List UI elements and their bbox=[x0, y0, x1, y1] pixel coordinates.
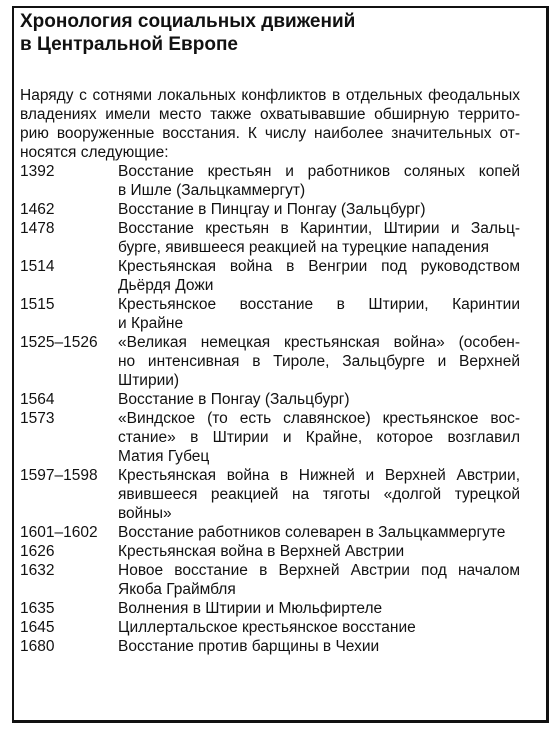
entry-description bbox=[118, 219, 520, 257]
entry-description-line: и Крайне bbox=[118, 315, 184, 332]
chronology-entry bbox=[20, 219, 520, 257]
entry-description-line: Крестьянское восстание в Штирии, Каринтии bbox=[118, 296, 520, 313]
entry-description bbox=[118, 637, 520, 656]
intro-line: носятся следующие: bbox=[20, 144, 169, 161]
entry-description-line: Восстание в Понгау (Зальцбург) bbox=[118, 391, 350, 408]
chronology-entry bbox=[20, 162, 520, 200]
entry-description-line: «Великая немецкая крестьянская война» (особен- bbox=[118, 334, 520, 351]
entry-year: 1597–1598 bbox=[20, 467, 98, 484]
entry-description bbox=[118, 523, 520, 542]
intro-line: Наряду с сотнями локальных конфликтов в отдельных феодальных bbox=[20, 87, 520, 104]
entry-description bbox=[118, 333, 520, 390]
entry-description-line: Матия Губец bbox=[118, 448, 210, 465]
chronology-entry bbox=[20, 599, 520, 618]
entry-year: 1573 bbox=[20, 410, 55, 427]
entry-description bbox=[118, 162, 520, 200]
chronology-entry bbox=[20, 618, 520, 637]
entry-description bbox=[118, 200, 520, 219]
entry-description-line: Восстание крестьян в Каринтии, Штирии и Зальц- bbox=[118, 220, 520, 237]
entry-description-line: Новое восстание в Верхней Австрии под началом bbox=[118, 562, 520, 579]
entry-year: 1392 bbox=[20, 163, 55, 180]
entry-year: 1632 bbox=[20, 562, 55, 579]
entry-year: 1515 bbox=[20, 296, 55, 313]
entry-description-line: стание» в Штирии и Крайне, которое возглавил bbox=[118, 429, 520, 446]
intro-line: владениях имели место также охватывавшие обширную террито- bbox=[20, 106, 520, 123]
entry-year: 1635 bbox=[20, 600, 55, 617]
page-title bbox=[20, 10, 515, 56]
entry-year: 1645 bbox=[20, 619, 55, 636]
entry-year: 1601–1602 bbox=[20, 524, 98, 541]
entry-description-line: Крестьянская война в Нижней и Верхней Австрии, bbox=[118, 467, 520, 484]
entry-description bbox=[118, 257, 520, 295]
entry-description bbox=[118, 542, 520, 561]
entry-description bbox=[118, 409, 520, 466]
entry-description bbox=[118, 561, 520, 599]
chronology-entry bbox=[20, 333, 520, 390]
entry-description-line: Крестьянская война в Верхней Австрии bbox=[118, 543, 405, 560]
title-line: Хронология социальных движений bbox=[20, 11, 356, 32]
entry-description-line: но интенсивная в Тироле, Зальцбурге и Верхней bbox=[118, 353, 520, 370]
entry-description-line: Дьёрдя Дожи bbox=[118, 277, 214, 294]
entry-description-line: Восстание против барщины в Чехии bbox=[118, 638, 380, 655]
entry-description-line: бурге, явившееся реакцией на турецкие нападения bbox=[118, 239, 489, 256]
chronology-entry bbox=[20, 542, 520, 561]
entry-description bbox=[118, 390, 520, 409]
title-line: в Центральной Европе bbox=[20, 34, 238, 55]
entry-description-line: Восстание в Пинцгау и Понгау (Зальцбург) bbox=[118, 201, 426, 218]
intro-paragraph bbox=[20, 86, 520, 162]
entry-description bbox=[118, 599, 520, 618]
chronology-entry bbox=[20, 390, 520, 409]
entry-description-line: войны» bbox=[118, 505, 172, 522]
entry-description-line: в Ишле (Зальцкаммергут) bbox=[118, 182, 306, 199]
entry-description-line: Штирии) bbox=[118, 372, 180, 389]
entry-description bbox=[118, 295, 520, 333]
entry-year: 1626 bbox=[20, 543, 55, 560]
entry-description bbox=[118, 466, 520, 523]
entry-year: 1680 bbox=[20, 638, 55, 655]
intro-line: рию вооруженные восстания. К числу наиболее значительных от- bbox=[20, 125, 520, 142]
chronology-entry bbox=[20, 257, 520, 295]
entry-description-line: Волнения в Штирии и Мюльфиртеле bbox=[118, 600, 383, 617]
chronology-list bbox=[20, 162, 520, 656]
chronology-entry bbox=[20, 466, 520, 523]
chronology-entry bbox=[20, 523, 520, 542]
chronology-entry bbox=[20, 637, 520, 656]
chronology-entry bbox=[20, 295, 520, 333]
entry-year: 1525–1526 bbox=[20, 334, 98, 351]
chronology-entry bbox=[20, 561, 520, 599]
entry-description bbox=[118, 618, 520, 637]
entry-description-line: «Виндское (то есть славянское) крестьянское вос- bbox=[118, 410, 520, 427]
entry-description-line: Восстание крестьян и работников соляных копей bbox=[118, 163, 520, 180]
entry-year: 1478 bbox=[20, 220, 55, 237]
entry-year: 1462 bbox=[20, 201, 55, 218]
entry-description-line: явившееся реакцией на тяготы «долгой турецкой bbox=[118, 486, 520, 503]
entry-description-line: Восстание работников солеварен в Зальцкаммергуте bbox=[118, 524, 506, 541]
chronology-entry bbox=[20, 200, 520, 219]
entry-description-line: Якоба Граймбля bbox=[118, 581, 236, 598]
entry-description-line: Циллертальское крестьянское восстание bbox=[118, 619, 416, 636]
chronology-entry bbox=[20, 409, 520, 466]
entry-description-line: Крестьянская война в Венгрии под руководством bbox=[118, 258, 520, 275]
entry-year: 1514 bbox=[20, 258, 55, 275]
entry-year: 1564 bbox=[20, 391, 55, 408]
